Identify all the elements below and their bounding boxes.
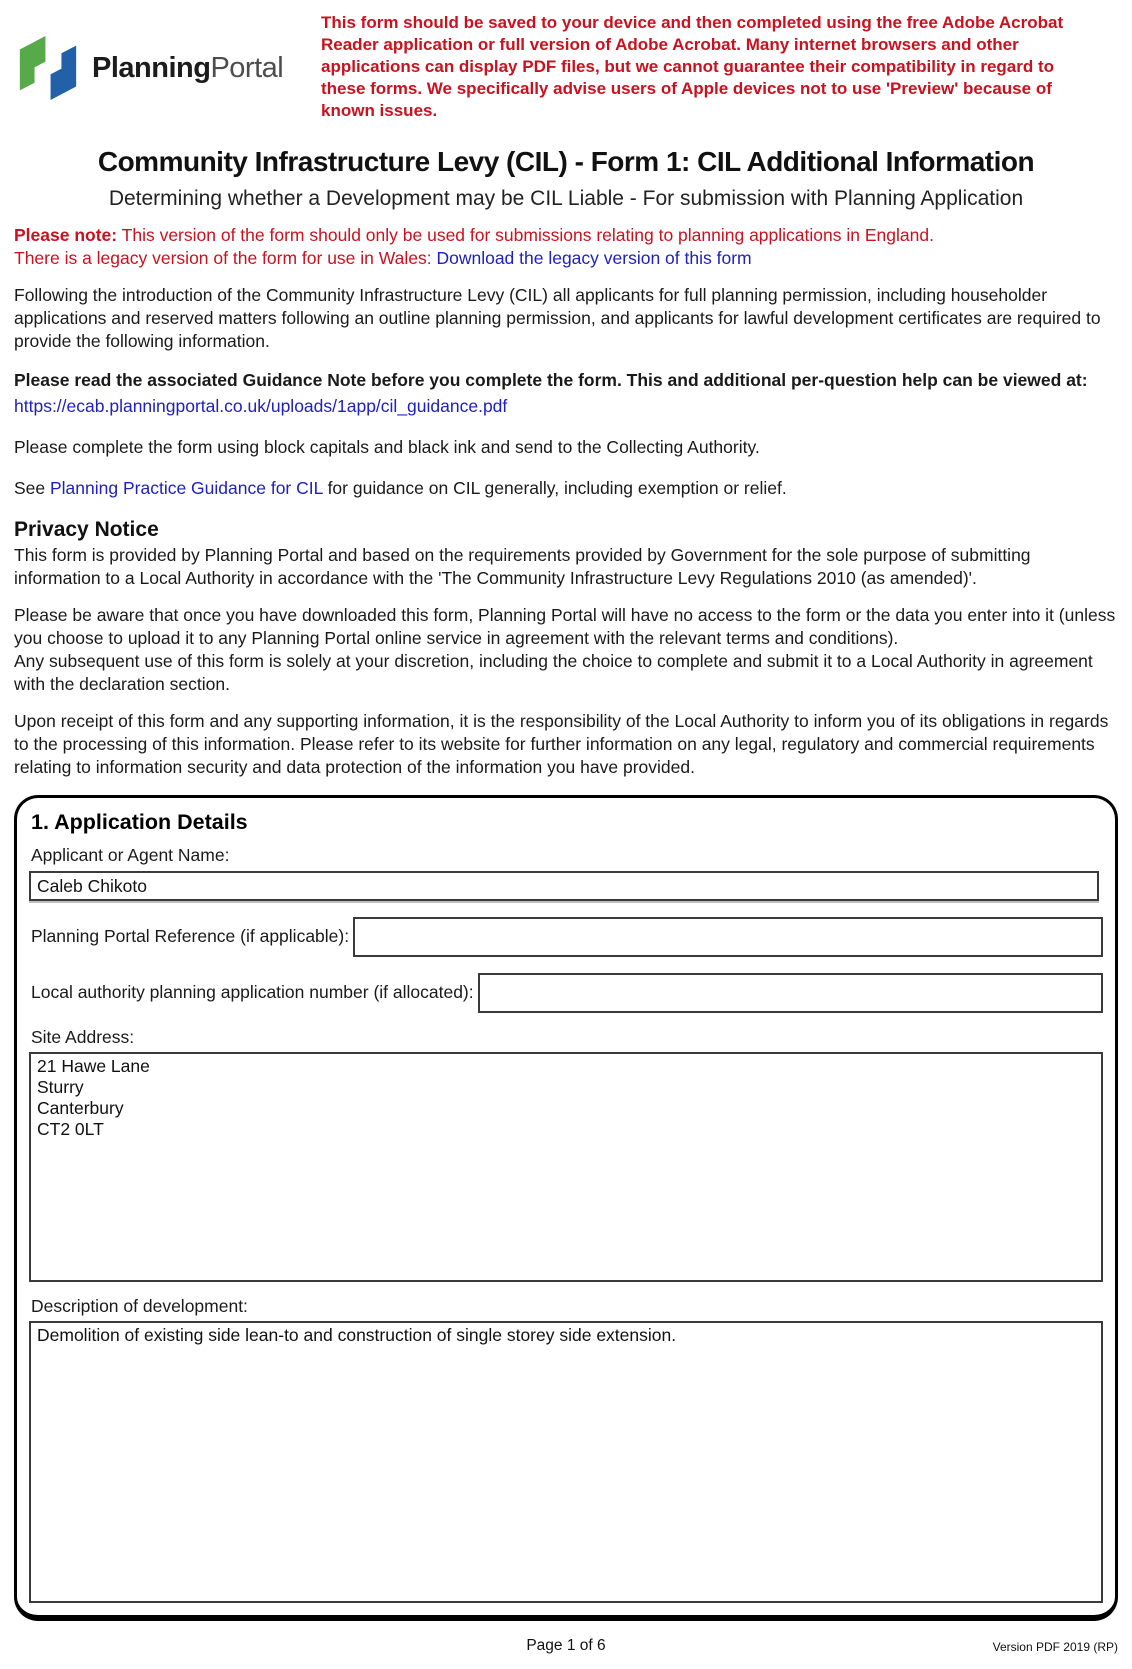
guidance-url-link[interactable]: https://ecab.planningportal.co.uk/uploads/1app/cil_guidance.pdf xyxy=(14,396,508,416)
privacy-paragraph-3: Upon receipt of this form and any supporting information, it is the responsibility of the Local Authority to inform you of its obligations in regards to the processing of this information. Please refer to its website for further information on any legal, regulatory and commercial requirements relating to information security and data protection of the information you have provided. xyxy=(14,711,1109,777)
footer xyxy=(0,1629,1132,1669)
england-note xyxy=(14,224,1118,270)
pp-reference-label: Planning Portal Reference (if applicable): xyxy=(31,926,350,946)
see-suffix: for guidance on CIL generally, including exemption or relief. xyxy=(322,478,787,498)
brand-name-bold: Planning xyxy=(92,51,211,84)
description-label: Description of development: xyxy=(31,1296,248,1316)
pp-reference-row xyxy=(27,917,1105,957)
la-number-row xyxy=(27,973,1105,1013)
version-label: Version PDF 2019 (RP) xyxy=(992,1640,1118,1654)
privacy-paragraph-2a: Please be aware that once you have downloaded this form, Planning Portal will have no access to the form or the data you enter into it (unless you choose to upload it to any Planning Portal online service in agreement with the relevant terms and conditions). xyxy=(14,605,1116,648)
content xyxy=(14,224,1118,779)
pp-reference-input[interactable] xyxy=(353,917,1103,957)
guidance-note-line: Please read the associated Guidance Note before you complete the form. This and additional per-question help can be viewed at: xyxy=(14,370,1088,390)
la-number-label: Local authority planning application number (if allocated): xyxy=(31,982,474,1002)
see-guidance-line xyxy=(14,477,1118,500)
privacy-paragraph-1: This form is provided by Planning Portal and based on the requirements provided by Government for the sole purpose of submitting information to a Local Authority in accordance with the 'The Community Infrastructure Levy Regulations 2010 (as amended)'. xyxy=(14,545,1031,588)
header xyxy=(0,0,1132,122)
brand-name-light: Portal xyxy=(210,51,284,84)
intro-paragraph: Following the introduction of the Community Infrastructure Levy (CIL) all applicants for full planning permission, including householder applications and reserved matters following an outline planning permission, and applicants for lawful development certificates are required to provide the following information. xyxy=(14,285,1101,351)
note-line2: There is a legacy version of the form for use in Wales: xyxy=(14,248,437,268)
applicant-name-label: Applicant or Agent Name: xyxy=(31,845,230,865)
block-capitals-line: Please complete the form using block capitals and black ink and send to the Collecting Authority. xyxy=(14,437,760,457)
description-textarea[interactable] xyxy=(29,1321,1103,1603)
compatibility-warning: This form should be saved to your device and then completed using the free Adobe Acrobat Reader application or full version of Adobe Acrobat. Many internet browsers and other applications can display PDF files, but we cannot guarantee their compatibility in regard to these forms. We specifically advise users of Apple devices not to use 'Preview' because of known issues. xyxy=(321,13,1064,120)
applicant-name-input[interactable] xyxy=(29,871,1099,901)
privacy-notice-heading: Privacy Notice xyxy=(14,518,159,541)
note-line1: This version of the form should only be used for submissions relating to planning applications in England. xyxy=(117,225,934,245)
practice-guidance-link[interactable]: Planning Practice Guidance for CIL xyxy=(50,478,323,498)
planning-portal-logo xyxy=(16,10,283,112)
section-heading: 1. Application Details xyxy=(31,810,248,834)
site-address-textarea[interactable] xyxy=(29,1052,1103,1282)
page-title: Community Infrastructure Levy (CIL) - Form 1: CIL Additional Information xyxy=(97,146,1035,177)
application-details-section xyxy=(14,795,1118,1621)
legacy-form-link[interactable]: Download the legacy version of this form xyxy=(436,248,752,268)
planning-portal-logo-icon xyxy=(16,24,80,112)
page-number: Page 1 of 6 xyxy=(526,1637,606,1654)
privacy-paragraph-2b: Any subsequent use of this form is solely at your discretion, including the choice to complete and submit it to a Local Authority in agreement with the declaration section. xyxy=(14,651,1093,694)
la-number-input[interactable] xyxy=(478,973,1103,1013)
note-label: Please note: xyxy=(14,225,118,245)
page-subtitle: Determining whether a Development may be CIL Liable - For submission with Planning Application xyxy=(108,187,1024,210)
site-address-label: Site Address: xyxy=(31,1027,135,1047)
brand-name xyxy=(92,52,283,85)
see-prefix: See xyxy=(14,478,50,498)
